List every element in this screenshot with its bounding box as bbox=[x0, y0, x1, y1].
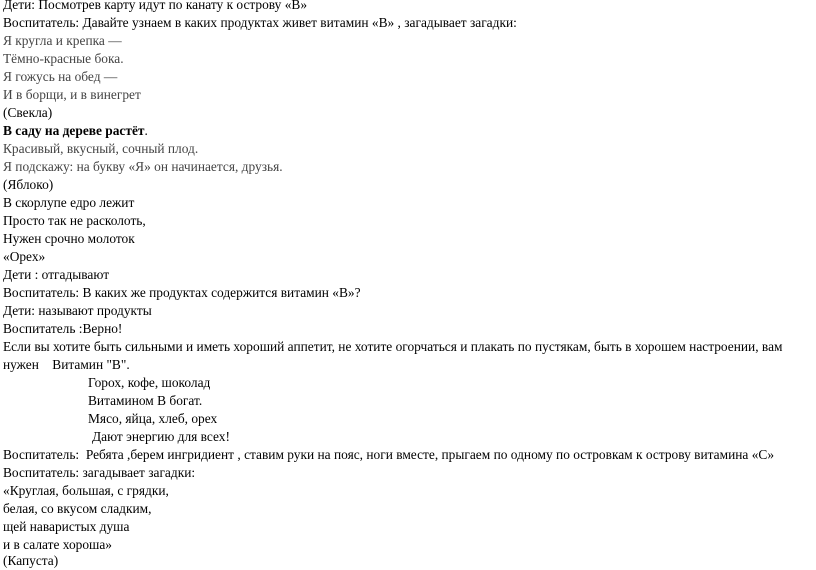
poem-line: Витамином В богат. bbox=[88, 393, 203, 408]
riddle-line: Тёмно-красные бока. bbox=[3, 51, 124, 66]
riddle-answer: (Свекла) bbox=[3, 105, 53, 120]
text-line: Воспитатель: Ребята ,берем ингридиент , ставим руки на пояс, ноги вместе, прыгаем по одному по островкам к острову витамина «С» bbox=[3, 447, 775, 462]
riddle-line: Просто так не расколоть, bbox=[3, 213, 146, 228]
poem-line: Мясо, яйца, хлеб, орех bbox=[88, 411, 218, 426]
riddle-line: Я гожусь на обед — bbox=[3, 69, 118, 84]
text-line: Дети : отгадывают bbox=[3, 267, 110, 282]
text-line: Воспитатель: загадывает загадки: bbox=[3, 465, 196, 480]
text-line: Дети: называют продукты bbox=[3, 303, 152, 318]
riddle-answer: (Яблоко) bbox=[3, 177, 54, 192]
riddle-answer: «Орех» bbox=[3, 249, 46, 264]
riddle-line: щей наваристых душа bbox=[3, 519, 130, 534]
poem-line: Дают энергию для всех! bbox=[92, 429, 230, 444]
riddle-line: И в борщи, и в винегрет bbox=[3, 87, 141, 102]
period: . bbox=[144, 123, 148, 138]
text-line: Воспитатель: В каких же продуктах содержится витамин «В»? bbox=[3, 285, 361, 300]
riddle-line-bold bbox=[3, 122, 148, 140]
text-line: нужен Витамин "В". bbox=[3, 357, 130, 372]
riddle-line: В скорлупе едро лежит bbox=[3, 195, 135, 210]
poem-line: Горох, кофе, шоколад bbox=[88, 375, 211, 390]
riddle-line: Нужен срочно молоток bbox=[3, 231, 135, 246]
text-line: Воспитатель: Давайте узнаем в каких продуктах живет витамин «В» , загадывает загадки: bbox=[3, 15, 517, 30]
text-line: Дети: Посмотрев карту идут по канату к острову «В» bbox=[3, 0, 308, 12]
bold-text: В саду на дереве растёт bbox=[3, 123, 145, 138]
riddle-line: белая, со вкусом сладким, bbox=[3, 501, 152, 516]
text-line: Если вы хотите быть сильными и иметь хороший аппетит, не хотите огорчаться и плакать по пустякам, быть в хорошем настроении, вам bbox=[3, 339, 783, 354]
riddle-line: Я подскажу: на букву «Я» он начинается, друзья. bbox=[3, 159, 283, 174]
riddle-line: Я кругла и крепка — bbox=[3, 33, 122, 48]
riddle-line: и в салате хороша» bbox=[3, 537, 112, 552]
riddle-answer: (Капуста) bbox=[3, 553, 59, 568]
text-line: Воспитатель :Верно! bbox=[3, 321, 123, 336]
riddle-line: «Круглая, большая, с грядки, bbox=[3, 483, 169, 498]
riddle-line: Красивый, вкусный, сочный плод. bbox=[3, 141, 199, 156]
